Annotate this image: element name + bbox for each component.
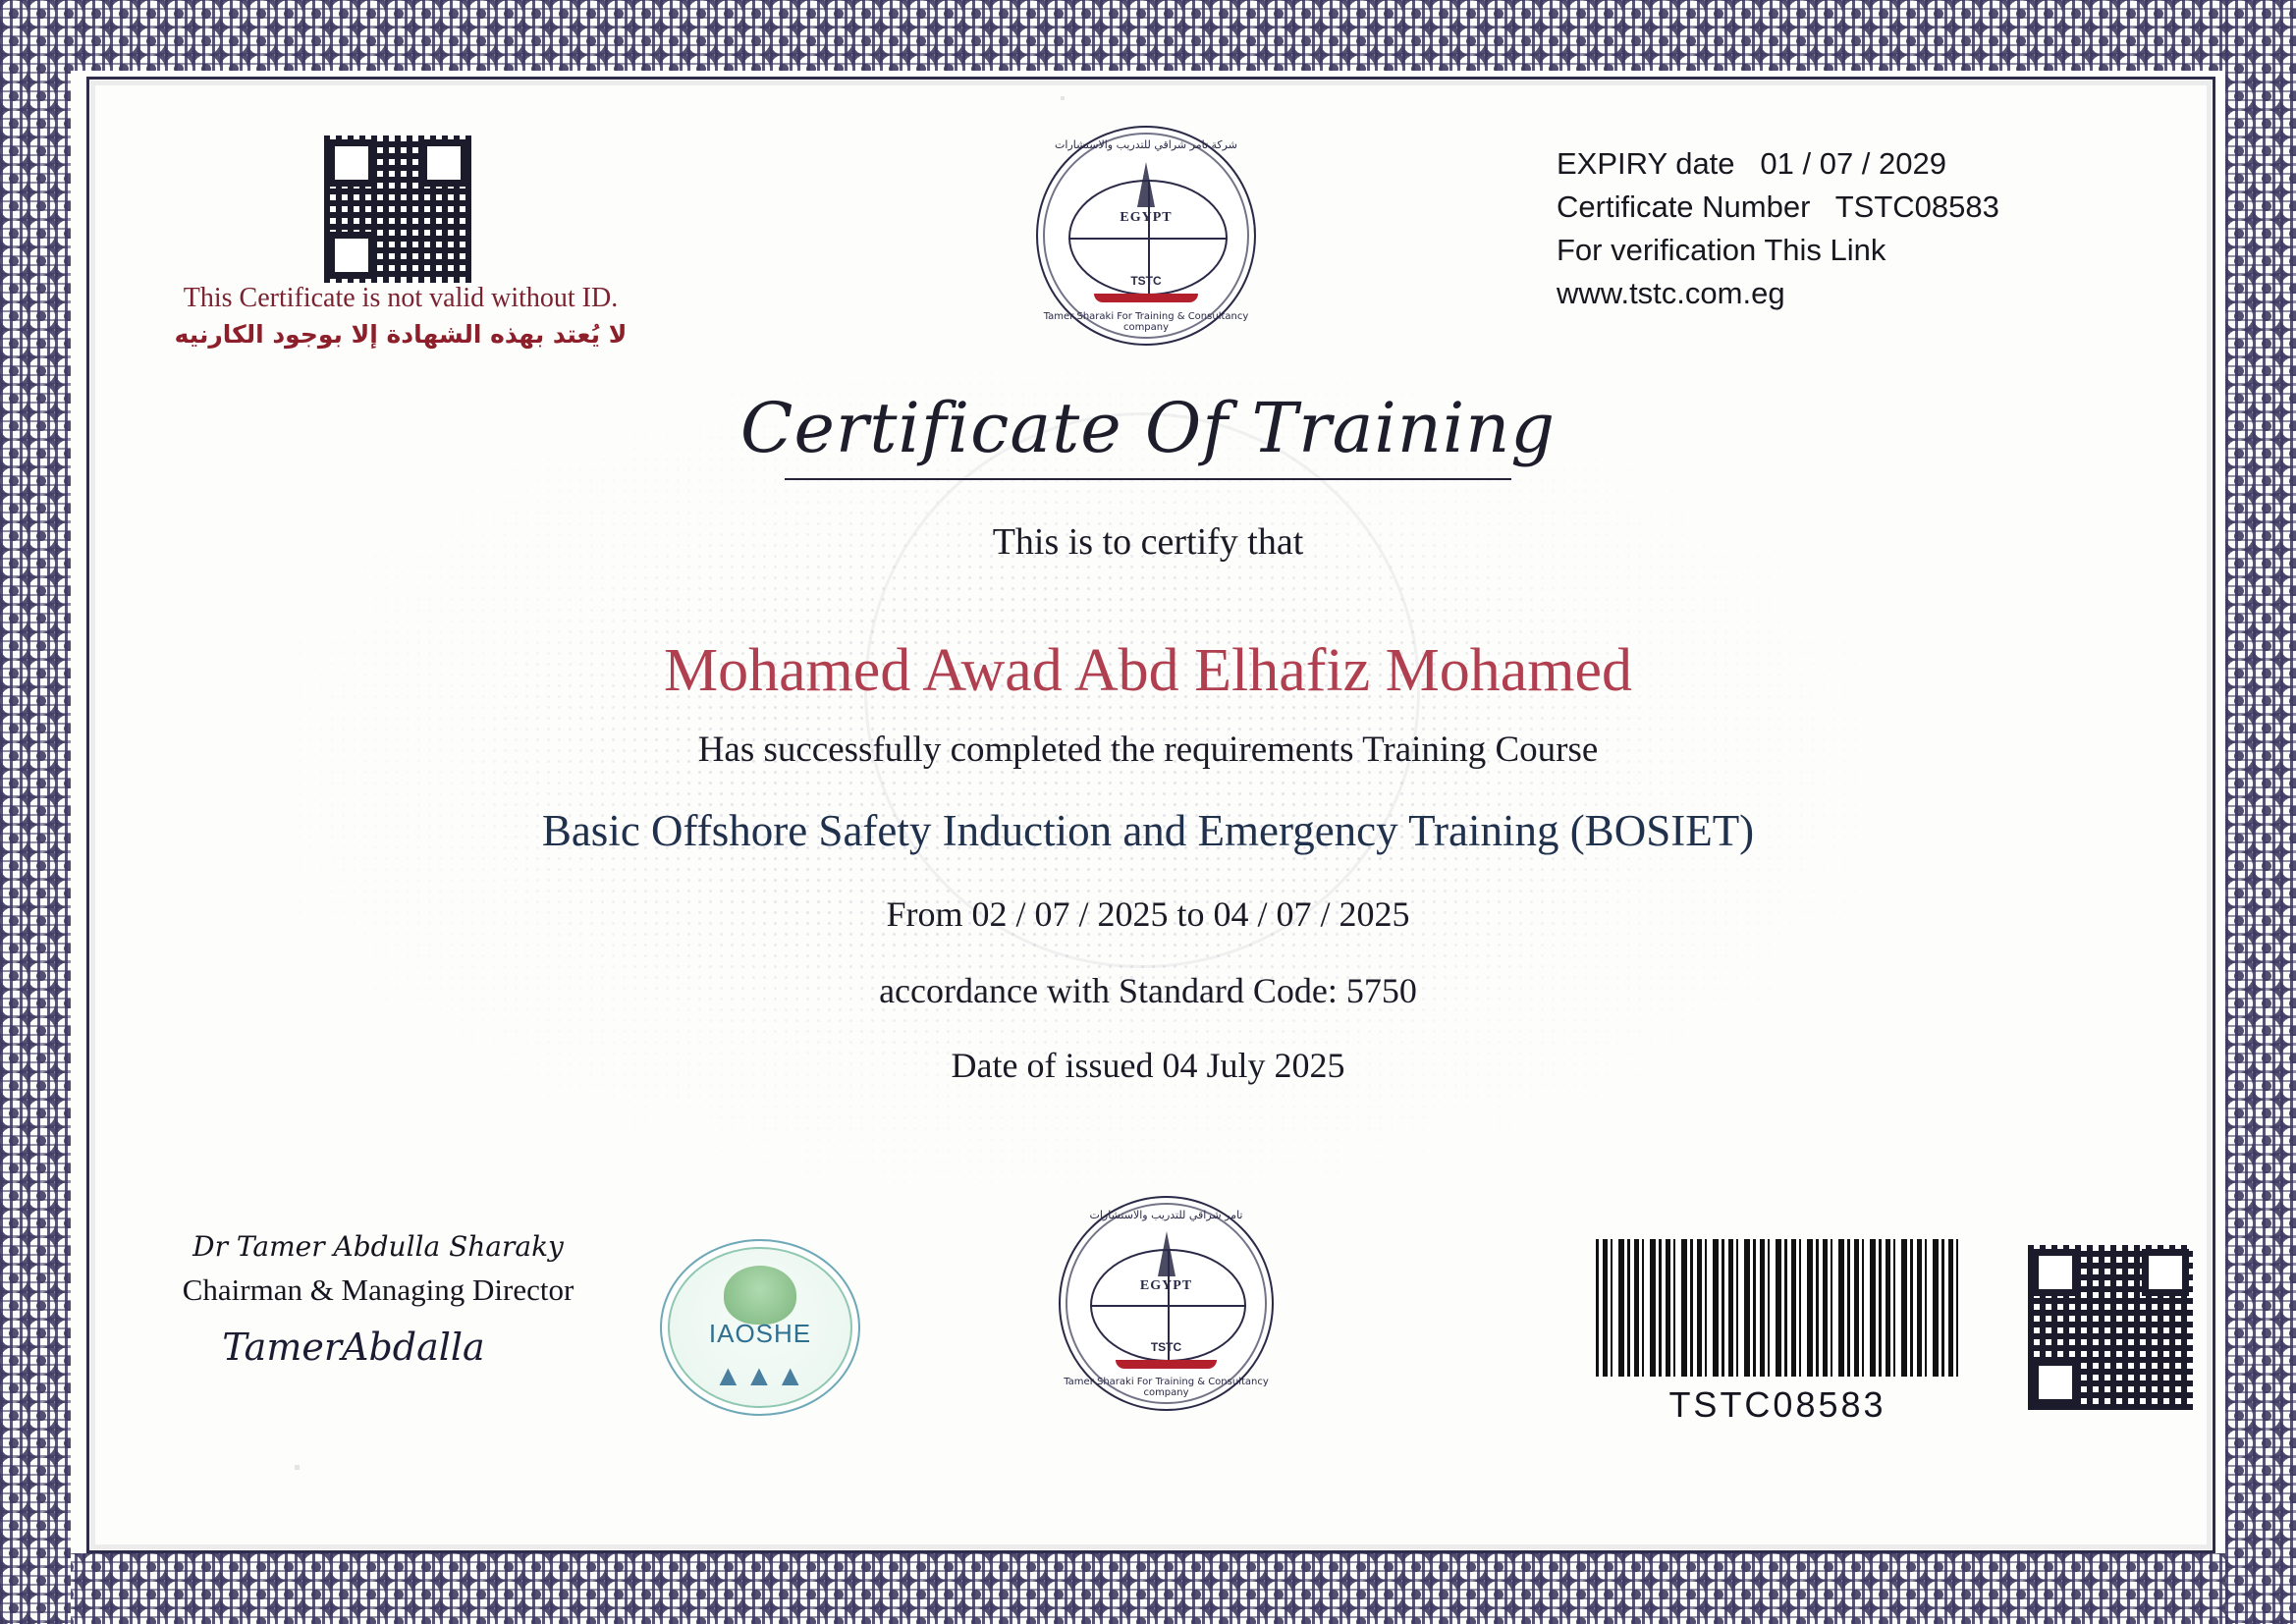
logo-acronym-bottom: TSTC — [1150, 1340, 1182, 1355]
issue-date: Date of issued 04 July 2025 — [951, 1046, 1345, 1085]
logo-acronym: TSTC — [1130, 273, 1162, 288]
course-dates: From 02 / 07 / 2025 to 04 / 07 / 2025 — [886, 894, 1410, 934]
course-name: Basic Offshore Safety Induction and Emergency Training (BOSIET) — [541, 806, 1755, 855]
iaoshe-stamp-text: IAOSHE — [708, 1319, 812, 1349]
logo-country: EGYPT — [1120, 209, 1173, 225]
tstc-logo-top — [1036, 126, 1256, 346]
logo-latin-ring-bottom: Tamer Sharaki For Training & Consultancy company — [1064, 1377, 1269, 1399]
iaoshe-stamp — [660, 1239, 860, 1416]
standard-code: accordance with Standard Code: 5750 — [879, 971, 1417, 1010]
barcode-icon — [1596, 1239, 1959, 1377]
tstc-logo-bottom — [1059, 1196, 1274, 1411]
barcode-block — [1596, 1239, 1959, 1426]
logo-arabic-top-bottom: تامر شراقي للتدريب والاستشارات — [1089, 1208, 1243, 1221]
title-divider — [785, 478, 1511, 480]
scan-artifact — [295, 1465, 300, 1470]
tree-icon — [724, 1266, 796, 1325]
qr-code-icon[interactable] — [2028, 1245, 2193, 1410]
certify-line: This is to certify that — [992, 521, 1304, 563]
id-warning-arabic: لا يُعتد بهذه الشهادة إلا بوجود الكارنيه — [174, 320, 628, 349]
logo-latin-ring: Tamer Sharaki For Training & Consultancy company — [1043, 311, 1249, 333]
expiry-row — [1557, 142, 1999, 186]
expiry-date: 01 / 07 / 2029 — [1760, 146, 1946, 181]
decorative-border-top — [0, 0, 2296, 71]
decorative-border-bottom — [0, 1553, 2296, 1624]
qr-code-icon[interactable] — [324, 135, 471, 283]
signature-script: TamerAbdalla — [222, 1326, 485, 1369]
expiry-label: EXPIRY date — [1557, 146, 1735, 181]
header-info-block — [1557, 142, 1999, 315]
logo-swoosh — [1094, 294, 1198, 302]
completion-line: Has successfully completed the requirements Training Course — [697, 730, 1599, 770]
logo-arabic-top: شركة تامر شراقي للتدريب والاستشارات — [1055, 138, 1237, 151]
people-icon: ▲▲▲ — [713, 1359, 807, 1392]
certificate-number-row — [1557, 186, 1999, 229]
page-title: Certificate Of Training — [739, 388, 1557, 468]
verification-url[interactable]: www.tstc.com.eg — [1557, 276, 1785, 311]
logo-swoosh — [1116, 1360, 1217, 1369]
scan-artifact — [1061, 96, 1065, 100]
recipient-name: Mohamed Awad Abd Elhafiz Mohamed — [663, 637, 1633, 704]
barcode-value: TSTC08583 — [1668, 1384, 1886, 1425]
signatory-title: Chairman & Managing Director — [182, 1272, 574, 1307]
verification-label: For verification This Link — [1557, 233, 1886, 268]
signatory-name: Dr Tamer Abdulla Sharaky — [192, 1230, 564, 1263]
certificate-number-label: Certificate Number — [1557, 189, 1811, 225]
id-warning-english: This Certificate is not valid without ID. — [183, 283, 619, 313]
certificate-number-value: TSTC08583 — [1834, 189, 1999, 225]
logo-country-bottom: EGYPT — [1139, 1277, 1193, 1293]
